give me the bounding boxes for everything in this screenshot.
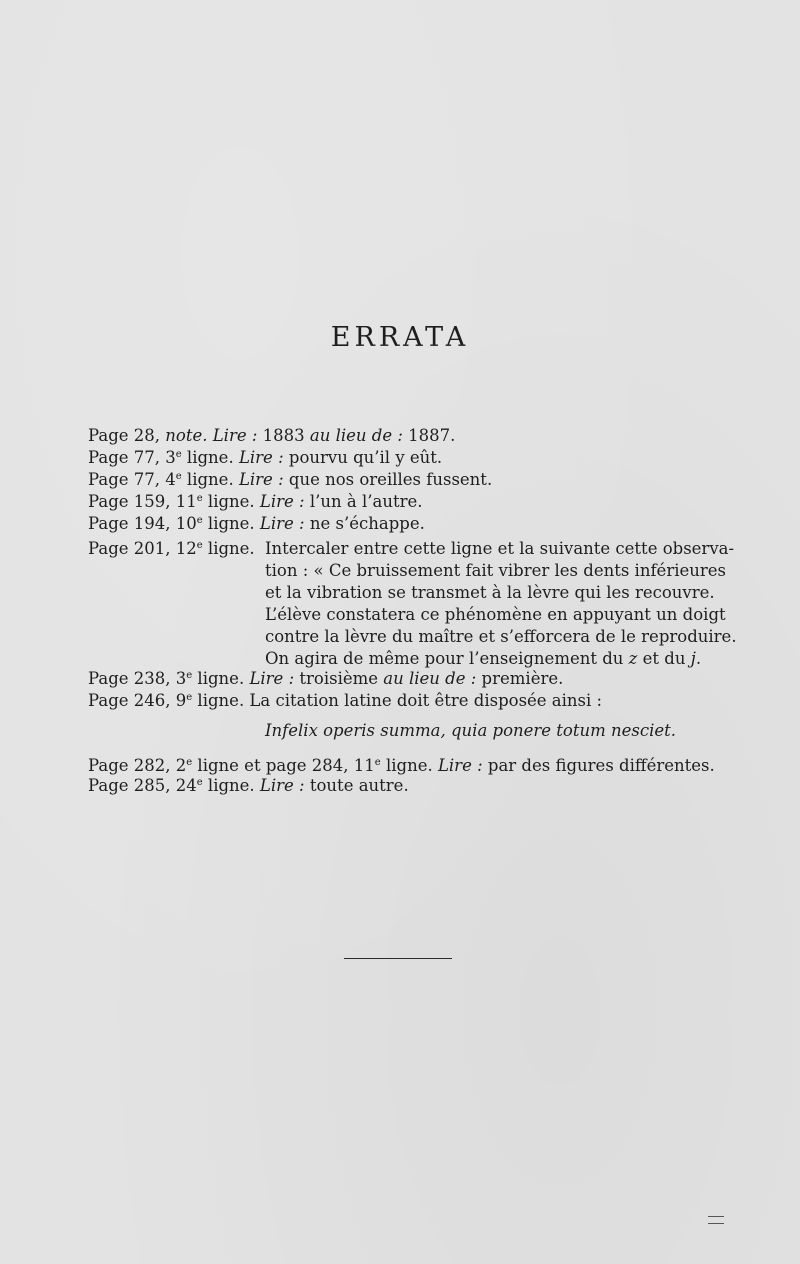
entry-end: . [695, 649, 702, 668]
entry-201-line-6 [265, 648, 701, 670]
entry-ref: Page 201, 12 [88, 539, 197, 558]
entry-text: pourvu qu’il y eût. [283, 448, 443, 467]
entry-wrong: 1887. [402, 426, 456, 445]
entry-ligne: ligne. [181, 470, 239, 489]
entry-lire: Lire : [238, 470, 284, 489]
entry-ref: Page 285, 24 [88, 776, 197, 795]
entry-ligne: ligne. [202, 514, 260, 533]
entry-ligne: ligne. [192, 669, 250, 688]
entry-text: par des figures différentes. [482, 756, 715, 775]
errata-entry-page-77b [88, 469, 492, 491]
entry-sup: e [186, 692, 193, 703]
entry-instead: au lieu de : [309, 426, 403, 445]
entry-text: l’un à l’autre. [304, 492, 423, 511]
entry-ligne: ligne. [202, 776, 260, 795]
entry-et-du: et du [637, 649, 691, 668]
entry-lire: Lire : [259, 492, 305, 511]
errata-entry-page-77a [88, 447, 442, 469]
entry-note: note. Lire : [165, 426, 258, 445]
entry-lire: Lire : [238, 448, 284, 467]
errata-entry-page-285 [88, 775, 409, 797]
entry-sup-2: e [374, 757, 381, 768]
entry-sup: e [196, 777, 203, 788]
entry-ref: Page 28, [88, 426, 161, 445]
errata-entry-page-201 [88, 538, 735, 560]
entry-ref: Page 282, 2 [88, 756, 187, 775]
entry-201-line-2: tion : « Ce bruissement fait vibrer les dents inférieures [265, 561, 727, 580]
entry-wrong: première. [476, 669, 564, 688]
entry-lire: Lire : [249, 669, 295, 688]
entry-lire: Lire : [259, 514, 305, 533]
latin-quotation: Infelix operis summa, quia ponere totum nesciet. [265, 721, 677, 740]
entry-text: ne s’échappe. [304, 514, 425, 533]
entry-ref: Page 77, 4 [88, 470, 176, 489]
errata-entry-page-194 [88, 513, 425, 535]
entry-sup: e [175, 471, 182, 482]
errata-entry-page-238 [88, 668, 563, 690]
entry-ligne: ligne. [202, 492, 260, 511]
entry-ref: Page 238, 3 [88, 669, 187, 688]
closing-rule [344, 958, 452, 959]
entry-head [88, 538, 265, 560]
entry-sup: e [175, 449, 182, 460]
entry-201-line-4: L’élève constatera ce phénomène en appuyant un doigt [265, 605, 726, 624]
entry-lire: Lire : [259, 776, 305, 795]
entry-ref: Page 194, 10 [88, 514, 197, 533]
entry-201-line-5: contre la lèvre du maître et s’efforcera de le reproduire. [265, 627, 737, 646]
page-corner-mark [708, 1216, 724, 1224]
entry-correct: troisième [294, 669, 384, 688]
errata-entry-page-28 [88, 425, 455, 447]
entry-correct: 1883 [257, 426, 310, 445]
entry-text: que nos oreilles fussent. [283, 470, 493, 489]
entry-text: toute autre. [304, 776, 409, 795]
entry-ligne: ligne. [202, 539, 255, 558]
entry-201-line-3: et la vibration se transmet à la lèvre qui les recouvre. [265, 583, 715, 602]
entry-sup: e [196, 540, 203, 551]
entry-text: ligne. La citation latine doit être disposée ainsi : [192, 691, 603, 710]
entry-ligne: ligne et page 284, 11 [192, 756, 375, 775]
letter-z: z [628, 649, 638, 668]
errata-entry-page-159 [88, 491, 423, 513]
entry-sup: e [186, 757, 193, 768]
entry-sup: e [196, 493, 203, 504]
entry-sup: e [186, 670, 193, 681]
entry-sup: e [196, 515, 203, 526]
entry-lire: Lire : [437, 756, 483, 775]
entry-201-line-6-text: On agira de même pour l’enseignement du [265, 649, 629, 668]
entry-ref: Page 77, 3 [88, 448, 176, 467]
page-title: ERRATA [330, 322, 470, 353]
entry-line-1: Intercaler entre cette ligne et la suivante cette observa- [265, 539, 735, 558]
errata-entry-page-282 [88, 755, 715, 777]
entry-instead: au lieu de : [383, 669, 477, 688]
letter-j: j [690, 649, 696, 668]
entry-ref: Page 159, 11 [88, 492, 197, 511]
entry-ligne-2: ligne. [380, 756, 438, 775]
entry-ref: Page 246, 9 [88, 691, 187, 710]
entry-ligne: ligne. [181, 448, 239, 467]
errata-entry-page-246 [88, 690, 602, 712]
